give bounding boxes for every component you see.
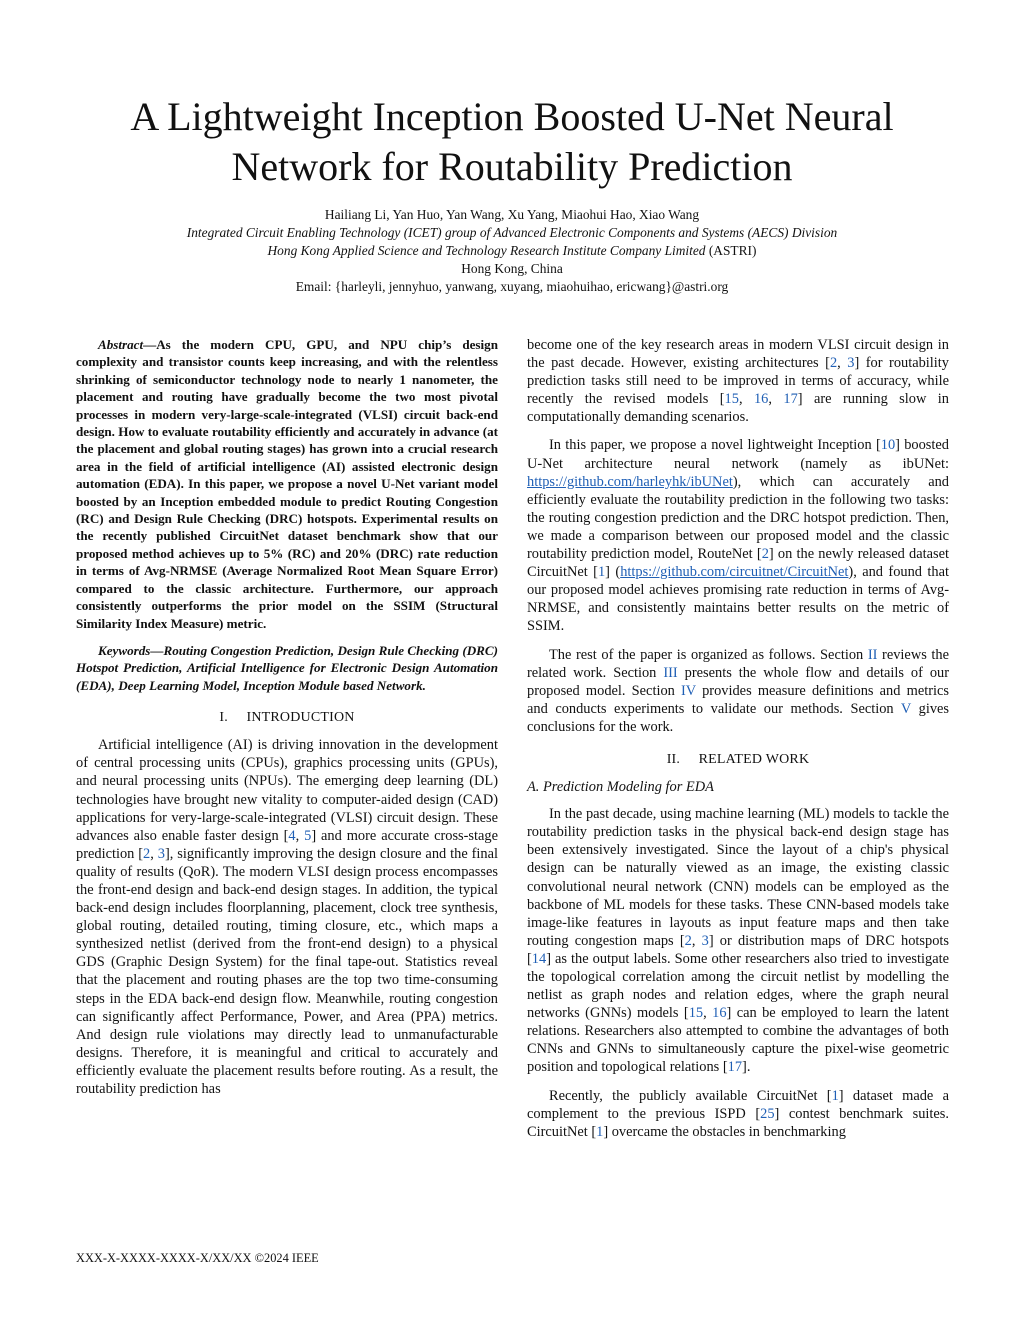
circuitnet-repo-link[interactable]: https://github.com/circuitnet/CircuitNet [620, 564, 849, 581]
citation-link[interactable]: 25 [760, 1105, 775, 1122]
section-heading-related-work: II. RELATED WORK [666, 751, 810, 767]
right-column [527, 336, 949, 1141]
keywords-section [76, 642, 498, 694]
affiliation-line-2 [60, 242, 964, 260]
related-work-paragraph: In the past decade, using machine learning (ML) models to tackle the routability prediction tasks in the physical back-end design stage has been extensively investigated. Since the layout of a chip's physical design can be naturally viewed as an image, the existing classic convolutional neural network (CNN) models can be employed as the backbone of ML models for these tasks. These CNN-based models take image-like features in layouts as input feature maps and then take routing congestion maps [2, 3] or distribution maps of DRC hotspots [14] as the output labels. Some other researchers also tried to investigate the topological correlation among the circuit netlist by modelling the netlist as graph nodes and relation edges, where the graph neural networks (GNNs) models [15, 16] can be employed to learn the latent relations. Researchers also attempted to combine the advantages of both CNNs and GNNs to simultaneously capture the pixel-wise geometric position and topological relations [17]. [527, 806, 949, 1076]
citation-link[interactable]: 2 [684, 932, 692, 949]
contribution-paragraph: In this paper, we propose a novel lightweight Inception [10] boosted U-Net architecture neural network (namely as ibUNet: https://github.com/harleyhk/ibUNet), which can accurately and efficiently evaluate the routability prediction in the following two tasks: the routing congestion prediction and the DRC hotspot prediction. Then, we made a comparison between our proposed model and the classic routability prediction model, RouteNet [2] on the newly released dataset CircuitNet [1] (https://github.com/circuitnet/CircuitNet), and found that our proposed model achieves promising rate reduction in terms of Avg-NRMSE, and consistently maintains better results on the metric of SSIM. [527, 437, 949, 635]
copyright-footer: XXX-X-XXXX-XXXX-X/XX/XX ©2024 IEEE [76, 1251, 319, 1265]
subsection-heading: A. Prediction Modeling for EDA [527, 779, 714, 796]
citation-link[interactable]: 1 [596, 1123, 604, 1140]
citation-link[interactable]: 2 [761, 546, 769, 563]
abstract-text: As the modern CPU, GPU, and NPU chip’s design complexity and transistor counts keep increasing, and with the relentless shrinking of semiconductor technology node to nearly 1 nanometer, the placement and routing have gradually become the two most pivotal processes in modern very-large-scale-integrated (VLSI) circuit back-end design. How to evaluate routability efficiently and accurately in advance (at the placement and global routing stages) has grown into a crucial research area in the field of artificial intelligence (AI) assisted electronic design automation (EDA). In this paper, we propose a novel U-Net variant model boosted by an Inception embedded module to predict Routing Congestion (RC) and Design Rule Checking (DRC) hotspots. Experimental results on the recently published CircuitNet dataset benchmark show that our proposed method achieves up to 5% (RC) and 20% (DRC) rate reduction in terms of Avg-NRMSE (Average Normalized Root Mean Square Error) compared to the classic architecture. Furthermore, our approach consistently outperforms the prior model on the SSIM (Structural Similarity Index Measure) metric. [76, 337, 498, 631]
citation-link[interactable]: 3 [157, 845, 165, 862]
author-location: Hong Kong, China [461, 261, 563, 276]
affiliation-institute: Hong Kong Applied Science and Technology Research Institute Company Limited [267, 243, 706, 258]
intro-paragraph: Artificial intelligence (AI) is driving innovation in the development of central processing units (CPUs), graphics processing units (GPUs), and neural processing units (NPUs). The emerging deep learning (DL) technologies have brought new vitality to computer-aided design (CAD) applications for very-large-scale-integrated (VLSI) circuit design. These advances also enable faster design [4, 5] and more accurate cross-stage prediction [2, 3], significantly improving the design closure and the final quality of results (QoR). The modern VLSI design process encompasses the front-end design and back-end design stages. In addition, the typical back-end design includes floorplanning, placement, clock tree synthesis, global routing, detailed routing, timing closure, etc., which maps a synthesized netlist (derived from the front-end design) to a physical GDS (Graphic Design System) for the final tape-out. Statistics reveal that the placement and routing phases are the top two time-consuming steps in the EDA back-end design flow. Meanwhile, routing congestion can significantly affect Performance, Power, and Area (PPA) metrics. And design rule violations may directly lead to unmanufacturable designs. Therefore, it is meaningful and critical to accurately and efficiently evaluate the placement results before routing. As a result, the routability prediction has [76, 737, 499, 1097]
left-column [76, 336, 498, 1098]
citation-link[interactable]: 16 [753, 391, 769, 408]
title-line-2: Network for Routability Prediction [231, 144, 793, 189]
author-email: Email: {harleyli, jennyhuo, yanwang, xuyang, miaohuihao, ericwang}@astri.org [295, 279, 729, 294]
intro-continued-paragraph: become one of the key research areas in modern VLSI circuit design in the past decade. However, existing architectures [2, 3] for routability prediction tasks still need to be improved in terms of accuracy, while recently the revised models [15, 16, 17] are running slow in computationally demanding scenarios. [527, 337, 949, 426]
citation-link[interactable]: 3 [847, 355, 855, 372]
citation-link[interactable]: 1 [831, 1087, 839, 1104]
author-block [60, 206, 964, 296]
citation-link[interactable]: 17 [783, 391, 798, 408]
section-heading-introduction: I. INTRODUCTION [219, 710, 355, 726]
citation-link[interactable]: 2 [829, 355, 838, 372]
keywords-label: Keywords [98, 642, 151, 658]
abstract-label: Abstract [98, 337, 144, 352]
citation-link[interactable]: 5 [304, 827, 312, 844]
affiliation-line-1: Integrated Circuit Enabling Technology (ICET) group of Advanced Electronic Components and Systems (AECS) Division [186, 225, 838, 240]
section-link[interactable]: III [663, 664, 678, 681]
section-link[interactable]: V [900, 700, 912, 717]
section-link[interactable]: II [867, 646, 878, 663]
citation-link[interactable]: 4 [288, 827, 296, 844]
citation-link[interactable]: 15 [688, 1005, 704, 1022]
citation-link[interactable]: 16 [712, 1005, 727, 1022]
keywords-text: Routing Congestion Prediction, Design Rule Checking (DRC) Hotspot Prediction, Artificial Intelligence for Electronic Design Automation (EDA), Deep Learning Model, Inception Module based Network. [76, 642, 498, 693]
citation-link[interactable]: 2 [143, 845, 151, 862]
citation-link[interactable]: 15 [724, 391, 739, 408]
author-names: Hailiang Li, Yan Huo, Yan Wang, Xu Yang, Miaohui Hao, Xiao Wang [324, 207, 700, 222]
circuitnet-paragraph: Recently, the publicly available CircuitNet [1] dataset made a complement to the previous ISPD [25] contest benchmark suites. CircuitNet [1] overcame the obstacles in benchmarking [527, 1087, 950, 1140]
citation-link[interactable]: 10 [880, 437, 896, 454]
abstract-paragraph: Abstract—As the modern CPU, GPU, and NPU chip’s design complexity and transistor counts keep increasing, and with the relentless shrinking of semiconductor technology node to nearly 1 nanometer, the placement and routing have gradually become the two most pivotal processes in modern very-large-scale-integrated (VLSI) circuit back-end design. How to evaluate routability efficiently and accurately in advance (at the placement and global routing stages) has grown into a crucial research area in the field of artificial intelligence (AI) assisted electronic design automation (EDA). In this paper, we propose a novel U-Net variant model boosted by an Inception embedded module to predict Routing Congestion (RC) and Design Rule Checking (DRC) hotspots. Experimental results on the recently published CircuitNet dataset benchmark show that our proposed method achieves up to 5% (RC) and 20% (DRC) rate reduction in terms of Avg-NRMSE (Average Normalized Root Mean Square Error) compared to the classic architecture. Furthermore, our approach consistently outperforms the prior model on the SSIM (Structural Similarity Index Measure) metric. [76, 337, 498, 631]
citation-link[interactable]: 14 [531, 950, 547, 967]
citation-link[interactable]: 3 [701, 932, 709, 949]
ibunet-repo-link[interactable]: https://github.com/harleyhk/ibUNet [527, 473, 733, 490]
organization-paragraph: The rest of the paper is organized as follows. Section II reviews the related work. Section III presents the whole flow and details of our proposed model. Section IV provides measure definitions and metrics and conducts experiments to validate our methods. Section V gives conclusions for the work. [527, 646, 950, 735]
affiliation-abbr: (ASTRI) [705, 243, 757, 258]
section-link[interactable]: IV [681, 682, 696, 699]
citation-link[interactable]: 1 [597, 564, 606, 581]
title-line-1: A Lightweight Inception Boosted U-Net Neural [130, 94, 894, 139]
paper-title [60, 92, 964, 192]
keywords-paragraph: Keywords—Routing Congestion Prediction, Design Rule Checking (DRC) Hotspot Prediction, Artificial Intelligence for Electronic Design Automation (EDA), Deep Learning Model, Inception Module based Network. [76, 642, 498, 693]
citation-link[interactable]: 17 [727, 1059, 743, 1076]
abstract-section [76, 336, 498, 632]
